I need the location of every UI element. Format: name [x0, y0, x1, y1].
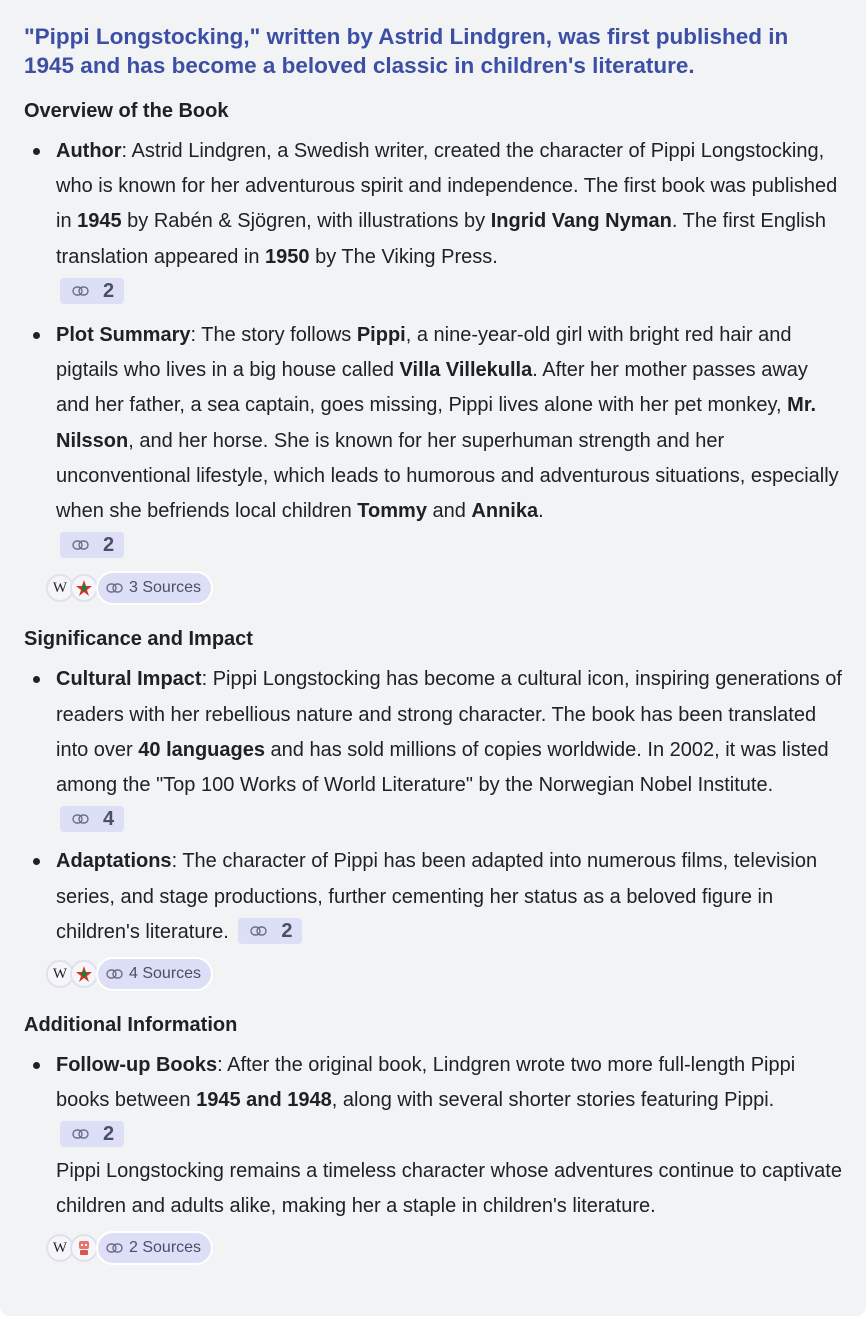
overview-list — [24, 134, 842, 564]
sources-label: 4 Sources — [129, 965, 202, 983]
bold-span: 1945 and 1948 — [196, 1089, 332, 1112]
text-span: , along with several shorter stories featuring Pippi. — [331, 1089, 775, 1112]
text-span: . — [538, 500, 544, 523]
link-icon — [250, 926, 267, 936]
bold-span: Mr. Nilsson — [56, 394, 817, 452]
citation-chip[interactable] — [238, 918, 302, 944]
citation-chip[interactable] — [60, 532, 124, 558]
text-span: : The character of Pippi has been adapted into numerous films, television series, and stage productions, further cementing her status as a beloved figure in children's literature. — [56, 850, 818, 943]
item-label: Cultural Impact — [56, 668, 202, 691]
list-item-plot-summary — [24, 318, 842, 564]
link-icon — [72, 286, 89, 296]
text-span: , a nine-year-old girl with bright red hair and pigtails who lives in a big house called — [56, 324, 792, 382]
citation-count: 4 — [103, 808, 115, 831]
sources-button[interactable] — [96, 571, 213, 605]
bold-span: 1950 — [265, 245, 310, 268]
bold-span: Ingrid Vang Nyman — [490, 210, 672, 233]
text-span: : After the original book, Lindgren wrote two more full-length Pippi books between — [56, 1054, 796, 1112]
sources-label: 3 Sources — [129, 579, 202, 597]
plot-paragraph — [56, 318, 842, 564]
bold-span: Pippi — [356, 324, 406, 347]
bold-span: 40 languages — [138, 738, 265, 761]
answer-headline: "Pippi Longstocking," written by Astrid Lindgren, was first published in 1945 and has become a beloved classic in children's literature. — [24, 24, 789, 78]
star-logo-icon[interactable] — [70, 960, 98, 988]
author-paragraph — [56, 134, 842, 310]
link-icon — [106, 1243, 123, 1253]
link-icon — [106, 969, 123, 979]
sources-row — [24, 570, 842, 606]
wikipedia-icon[interactable]: W — [46, 960, 74, 988]
section-heading-additional: Additional Information — [24, 1014, 238, 1037]
section-heading-significance: Significance and Impact — [24, 628, 253, 651]
significance-list — [24, 662, 842, 950]
followup-paragraph — [56, 1048, 842, 1154]
list-item-adaptations — [24, 844, 842, 950]
citation-chip[interactable] — [60, 278, 124, 304]
list-item-author — [24, 134, 842, 310]
text-span: : Pippi Longstocking has become a cultural icon, inspiring generations of readers with her rebellious nature and strong character. The book has been translated into over — [56, 668, 842, 761]
bold-span: Tommy — [357, 500, 427, 523]
link-icon — [72, 1129, 89, 1139]
item-label: Author — [56, 140, 122, 162]
bold-span: Villa Villekulla — [399, 359, 533, 382]
citation-count: 2 — [103, 1123, 115, 1146]
link-icon — [106, 583, 123, 593]
sources-label: 2 Sources — [129, 1239, 202, 1257]
section-heading-overview: Overview of the Book — [24, 100, 229, 122]
item-label: Adaptations — [56, 850, 172, 873]
cultural-paragraph — [56, 662, 842, 838]
sources-row — [24, 1230, 842, 1266]
citation-chip[interactable] — [60, 806, 124, 832]
text-span: : The story follows — [190, 324, 357, 347]
sources-button[interactable] — [96, 957, 213, 991]
sources-button[interactable] — [96, 1231, 213, 1265]
citation-count: 2 — [103, 534, 115, 557]
text-span: , and her horse. She is known for her superhuman strength and her unconventional lifestyle, which leads to humorous and adventurous situations, especially when she befriends local children — [56, 429, 839, 523]
citation-chip[interactable] — [60, 1121, 124, 1147]
citation-count: 2 — [103, 279, 115, 302]
text-span: . After her mother passes away and her father, a sea captain, goes missing, Pippi lives alone with her pet monkey, — [56, 359, 808, 417]
additional-list — [24, 1048, 842, 1224]
adaptations-paragraph — [56, 844, 842, 950]
wikipedia-icon[interactable]: W — [46, 574, 74, 602]
bold-span: Annika — [471, 500, 539, 523]
star-logo-icon[interactable] — [70, 574, 98, 602]
text-span: : Astrid Lindgren, a Swedish writer, created the character of Pippi Longstocking, who is known for her adventurous spirit and independence. The first book was published in — [56, 140, 838, 233]
link-icon — [72, 540, 89, 550]
sources-row — [24, 956, 842, 992]
wikipedia-icon[interactable]: W — [46, 1234, 74, 1262]
bold-span: 1945 — [77, 210, 122, 233]
text-span: by The Viking Press. — [309, 245, 498, 268]
text-span: and has sold millions of copies worldwide. In 2002, it was listed among the "Top 100 Works of World Literature" by the Norwegian Nobel Institute. — [56, 738, 829, 797]
link-icon — [72, 814, 89, 824]
list-item-follow-up-books — [24, 1048, 842, 1224]
text-span: and — [426, 500, 472, 523]
item-label: Follow-up Books — [56, 1054, 218, 1077]
text-span: . The first English translation appeared in — [56, 210, 826, 268]
robot-logo-icon[interactable] — [70, 1234, 98, 1262]
text-span: by Rabén & Sjögren, with illustrations by — [121, 210, 491, 233]
list-item-cultural-impact — [24, 662, 842, 838]
item-label: Plot Summary — [56, 324, 191, 347]
closing-paragraph: Pippi Longstocking remains a timeless character whose adventures continue to captivate children and adults alike, making her a staple in children's literature. — [56, 1159, 842, 1217]
citation-count: 2 — [281, 919, 293, 942]
